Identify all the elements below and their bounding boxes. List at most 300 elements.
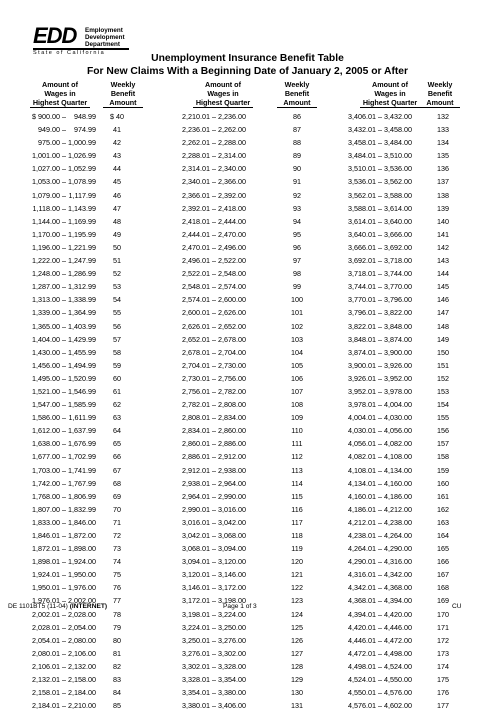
wage-range: 2,574.01 – 2,600.00 bbox=[182, 295, 246, 305]
table-row bbox=[0, 215, 495, 228]
header-line: Benefit bbox=[284, 89, 310, 98]
benefit-amount: 153 bbox=[437, 386, 449, 396]
wage-range: 4,056.01 – 4,082.00 bbox=[348, 439, 412, 449]
benefit-amount: 58 bbox=[113, 347, 121, 357]
table-row bbox=[0, 359, 495, 372]
benefit-amount: 45 bbox=[113, 177, 121, 187]
wage-range-to: 1,026.99 bbox=[68, 151, 96, 161]
wage-range: 2,912.01 – 2,938.00 bbox=[182, 465, 246, 475]
benefit-amount: 61 bbox=[113, 386, 121, 396]
wage-range: 3,198.01 – 3,224.00 bbox=[182, 609, 246, 619]
wage-range: 4,550.01 – 4,576.00 bbox=[348, 688, 412, 698]
wage-range-from: 1,495.00 – bbox=[32, 373, 66, 383]
header-line: Benefit bbox=[110, 89, 136, 98]
benefit-amount: 146 bbox=[437, 295, 449, 305]
wage-range-from: 1,027.00 – bbox=[32, 164, 66, 174]
benefit-amount: 62 bbox=[113, 400, 121, 410]
form-code: CU bbox=[452, 603, 462, 610]
header-line: Amount bbox=[420, 98, 460, 108]
wage-range: 3,588.01 – 3,614.00 bbox=[348, 203, 412, 213]
benefit-amount: 118 bbox=[291, 531, 303, 540]
benefit-amount: 171 bbox=[437, 622, 449, 632]
wage-range: 2,938.01 – 2,964.00 bbox=[182, 478, 246, 488]
benefit-amount: 91 bbox=[293, 177, 301, 187]
wage-range-to: 2,080.00 bbox=[68, 635, 96, 645]
wage-range-from: 2,184.01 – bbox=[32, 701, 66, 711]
benefit-amount: 75 bbox=[113, 570, 121, 580]
benefit-amount: 156 bbox=[437, 426, 449, 436]
benefit-amount: 151 bbox=[437, 360, 449, 370]
benefit-amount: 173 bbox=[437, 648, 449, 658]
benefit-amount: 132 bbox=[437, 112, 449, 121]
wage-range-from: 1,079.00 – bbox=[32, 190, 66, 200]
page-subtitle: For New Claims With a Beginning Date of January 2, 2005 or After bbox=[86, 66, 409, 77]
benefit-amount: 109 bbox=[291, 413, 303, 423]
benefit-amount: 59 bbox=[113, 360, 121, 370]
benefit-amount: 115 bbox=[291, 491, 303, 501]
wage-range-from: $ 900.00 – bbox=[32, 112, 66, 121]
benefit-amount: 81 bbox=[113, 648, 121, 658]
benefit-amount: 172 bbox=[437, 635, 449, 645]
benefit-amount: 54 bbox=[113, 295, 121, 305]
table-row bbox=[0, 477, 495, 490]
table-row bbox=[0, 333, 495, 346]
benefit-amount: 127 bbox=[291, 648, 303, 658]
wage-range: 3,614.01 – 3,640.00 bbox=[348, 216, 412, 226]
header-line: Amount bbox=[277, 98, 317, 108]
form-id bbox=[8, 603, 107, 611]
header-line: Amount of bbox=[205, 80, 241, 89]
wage-range: 3,094.01 – 3,120.00 bbox=[182, 557, 246, 567]
benefit-amount: 101 bbox=[291, 308, 303, 318]
wage-range-to: 1,143.99 bbox=[68, 203, 96, 213]
wages-header-2 bbox=[193, 80, 253, 108]
benefit-amount: 70 bbox=[113, 504, 121, 514]
benefit-amount: 66 bbox=[113, 452, 121, 462]
benefit-amount: 165 bbox=[437, 544, 449, 554]
benefit-amount: 128 bbox=[291, 661, 303, 671]
benefit-amount: 74 bbox=[113, 557, 121, 567]
wage-range: 2,626.01 – 2,652.00 bbox=[182, 321, 246, 331]
benefit-amount: 95 bbox=[293, 229, 301, 239]
benefit-amount: 42 bbox=[113, 138, 121, 148]
wage-range: 3,406.01 – 3,432.00 bbox=[348, 112, 412, 121]
header-line: Highest Quarter bbox=[30, 98, 90, 108]
wage-range-from: 1,170.00 – bbox=[32, 229, 66, 239]
wage-range-from: 1,547.00 – bbox=[32, 400, 66, 410]
wage-range-to: 2,184.00 bbox=[68, 688, 96, 698]
wage-range-to: 1,312.99 bbox=[68, 282, 96, 292]
wage-range-from: 2,002.01 – bbox=[32, 609, 66, 619]
wage-range-to: 1,455.99 bbox=[68, 347, 96, 357]
benefit-amount: 57 bbox=[113, 334, 121, 344]
benefit-amount: 158 bbox=[437, 452, 449, 462]
wage-range: 3,484.01 – 3,510.00 bbox=[348, 151, 412, 161]
wage-range-from: 1,118.00 – bbox=[32, 203, 66, 213]
wage-range: 2,288.01 – 2,314.00 bbox=[182, 151, 246, 161]
wage-range-from: 1,053.00 – bbox=[32, 177, 66, 187]
benefit-amount: 52 bbox=[113, 269, 121, 279]
benefit-amount: 174 bbox=[437, 661, 449, 671]
benefit-amount: 97 bbox=[293, 256, 301, 266]
wage-range-to: 1,117.99 bbox=[68, 190, 96, 200]
benefit-amount: 100 bbox=[291, 295, 303, 305]
wage-range: 3,016.01 – 3,042.00 bbox=[182, 517, 246, 527]
wage-range: 3,224.01 – 3,250.00 bbox=[182, 622, 246, 632]
wage-range-to: 1,000.99 bbox=[68, 138, 96, 148]
benefit-amount: 68 bbox=[113, 478, 121, 488]
wage-range: 2,730.01 – 2,756.00 bbox=[182, 373, 246, 383]
wage-range: 3,458.01 – 3,484.00 bbox=[348, 138, 412, 148]
wage-range: 4,524.01 – 4,550.00 bbox=[348, 675, 412, 685]
header-line: Wages in bbox=[207, 89, 239, 98]
benefit-header-2 bbox=[277, 80, 317, 108]
benefit-amount: 76 bbox=[113, 583, 121, 593]
benefit-amount: 138 bbox=[437, 190, 449, 200]
benefit-amount: 112 bbox=[291, 452, 303, 462]
benefit-amount: 117 bbox=[291, 517, 303, 527]
benefit-amount: 65 bbox=[113, 439, 121, 449]
benefit-amount: 103 bbox=[291, 334, 303, 344]
table-row bbox=[0, 411, 495, 424]
benefit-amount: 67 bbox=[113, 465, 121, 475]
header-line: Highest Quarter bbox=[193, 98, 253, 108]
benefit-header-3 bbox=[420, 80, 460, 108]
benefit-amount: 78 bbox=[113, 609, 121, 619]
wage-range: 4,108.01 – 4,134.00 bbox=[348, 465, 412, 475]
wage-range: 3,510.01 – 3,536.00 bbox=[348, 164, 412, 174]
header-line: Wages in bbox=[374, 89, 406, 98]
wage-range-from: 1,313.00 – bbox=[32, 295, 66, 305]
wage-range-to: 2,028.00 bbox=[68, 609, 96, 619]
benefit-amount: 136 bbox=[437, 164, 449, 174]
wage-range: 3,666.01 – 3,692.00 bbox=[348, 242, 412, 252]
table-row bbox=[0, 516, 495, 529]
wage-range-from: 1,807.00 – bbox=[32, 504, 66, 514]
benefit-amount: 177 bbox=[437, 701, 449, 711]
benefit-amount: 143 bbox=[437, 256, 449, 266]
wage-range: 3,562.01 – 3,588.00 bbox=[348, 190, 412, 200]
benefit-amount: 88 bbox=[293, 138, 301, 148]
benefit-amount: 85 bbox=[113, 701, 121, 711]
benefit-amount: 170 bbox=[437, 609, 449, 619]
table-row bbox=[0, 437, 495, 450]
benefit-amount: 163 bbox=[437, 517, 449, 527]
benefit-amount: 126 bbox=[291, 635, 303, 645]
table-row bbox=[0, 464, 495, 477]
header-line: Benefit bbox=[427, 89, 453, 98]
wage-range: 4,446.01 – 4,472.00 bbox=[348, 635, 412, 645]
benefit-amount: 155 bbox=[437, 413, 449, 423]
page-number: Page 1 of 3 bbox=[223, 603, 257, 610]
benefit-amount: 108 bbox=[291, 400, 303, 410]
benefit-amount: 147 bbox=[437, 308, 449, 318]
wage-range: 4,394.01 – 4,420.00 bbox=[348, 609, 412, 619]
wage-range-to: 1,872.00 bbox=[68, 531, 96, 540]
benefit-amount: 140 bbox=[437, 216, 449, 226]
benefit-amount: 89 bbox=[293, 151, 301, 161]
form-number: DE 1101BT5 (11-04) bbox=[8, 603, 68, 610]
wage-range-from: 1,404.00 – bbox=[32, 334, 66, 344]
wage-range-from: 1,846.01 – bbox=[32, 531, 66, 540]
wage-range: 2,808.01 – 2,834.00 bbox=[182, 413, 246, 423]
table-row bbox=[0, 293, 495, 306]
wage-range-to: 974.99 bbox=[74, 125, 96, 135]
wage-range: 2,886.01 – 2,912.00 bbox=[182, 452, 246, 462]
wage-range: 3,536.01 – 3,562.00 bbox=[348, 177, 412, 187]
wage-range: 3,926.01 – 3,952.00 bbox=[348, 373, 412, 383]
wage-range-to: 2,002.00 bbox=[68, 596, 96, 606]
table-row bbox=[0, 634, 495, 647]
benefit-amount: 55 bbox=[113, 308, 121, 318]
wage-range: 2,236.01 – 2,262.00 bbox=[182, 125, 246, 135]
benefit-amount: 43 bbox=[113, 151, 121, 161]
benefit-amount: 139 bbox=[437, 203, 449, 213]
table-row bbox=[0, 398, 495, 411]
wage-range-to: 2,210.00 bbox=[68, 701, 96, 711]
benefit-amount: 130 bbox=[291, 688, 303, 698]
benefit-amount: 122 bbox=[291, 583, 303, 593]
benefit-amount: 64 bbox=[113, 426, 121, 436]
wage-range: 3,328.01 – 3,354.00 bbox=[182, 675, 246, 685]
benefit-amount: 69 bbox=[113, 491, 121, 501]
wages-header-3 bbox=[360, 80, 420, 108]
wage-range: 4,368.01 – 4,394.00 bbox=[348, 596, 412, 606]
benefit-amount: 120 bbox=[291, 557, 303, 567]
table-row bbox=[0, 254, 495, 267]
wage-range: 4,420.01 – 4,446.00 bbox=[348, 622, 412, 632]
wage-range-from: 1,456.00 – bbox=[32, 360, 66, 370]
benefit-amount: 73 bbox=[113, 544, 121, 554]
table-row bbox=[0, 149, 495, 162]
benefit-amount: 86 bbox=[293, 112, 301, 121]
benefit-amount: $ 40 bbox=[110, 112, 124, 121]
benefit-amount: 84 bbox=[113, 688, 121, 698]
benefit-amount: 142 bbox=[437, 242, 449, 252]
wage-range-from: 1,521.00 – bbox=[32, 386, 66, 396]
wage-range-from: 1,222.00 – bbox=[32, 256, 66, 266]
header-line: Highest Quarter bbox=[360, 98, 420, 108]
wage-range: 4,134.01 – 4,160.00 bbox=[348, 478, 412, 488]
benefit-amount: 44 bbox=[113, 164, 121, 174]
header-line: Amount of bbox=[42, 80, 78, 89]
logo-line: Employment bbox=[85, 27, 123, 34]
header-line: Amount bbox=[103, 98, 143, 108]
wage-range-from: 2,054.01 – bbox=[32, 635, 66, 645]
wage-range: 3,900.01 – 3,926.00 bbox=[348, 360, 412, 370]
wage-range-to: 1,767.99 bbox=[68, 478, 96, 488]
wage-range: 2,366.01 – 2,392.00 bbox=[182, 190, 246, 200]
wage-range-from: 1,612.00 – bbox=[32, 426, 66, 436]
wage-range-from: 2,080.01 – bbox=[32, 648, 66, 658]
wage-range-to: 2,158.00 bbox=[68, 675, 96, 685]
table-row bbox=[0, 306, 495, 319]
benefit-amount: 137 bbox=[437, 177, 449, 187]
wage-range-to: 1,221.99 bbox=[68, 242, 96, 252]
benefit-amount: 131 bbox=[291, 701, 303, 711]
wage-range: 4,238.01 – 4,264.00 bbox=[348, 531, 412, 540]
wage-range-to: 1,846.00 bbox=[68, 517, 96, 527]
benefit-amount: 121 bbox=[291, 570, 303, 580]
wage-range-to: 1,637.99 bbox=[68, 426, 96, 436]
wage-range-from: 1,677.00 – bbox=[32, 452, 66, 462]
benefit-amount: 176 bbox=[437, 688, 449, 698]
benefit-amount: 49 bbox=[113, 229, 121, 239]
table-row bbox=[0, 189, 495, 202]
benefit-amount: 46 bbox=[113, 190, 121, 200]
wage-range-to: 2,132.00 bbox=[68, 661, 96, 671]
wage-range-to: 1,611.99 bbox=[68, 413, 96, 423]
wage-range: 3,068.01 – 3,094.00 bbox=[182, 544, 246, 554]
benefit-amount: 96 bbox=[293, 242, 301, 252]
wage-range: 2,600.01 – 2,626.00 bbox=[182, 308, 246, 318]
wage-range-from: 1,430.00 – bbox=[32, 347, 66, 357]
header-line: Weekly bbox=[284, 80, 310, 89]
wage-range-from: 1,001.00 – bbox=[32, 151, 66, 161]
benefit-amount: 150 bbox=[437, 347, 449, 357]
wage-range: 2,756.01 – 2,782.00 bbox=[182, 386, 246, 396]
wage-range-to: 1,195.99 bbox=[68, 229, 96, 239]
table-row bbox=[0, 555, 495, 568]
wage-range-to: 1,520.99 bbox=[68, 373, 96, 383]
wage-range-from: 1,924.01 – bbox=[32, 570, 66, 580]
wage-range-from: 1,196.00 – bbox=[32, 242, 66, 252]
benefit-amount: 113 bbox=[291, 465, 303, 475]
wage-range: 4,186.01 – 4,212.00 bbox=[348, 504, 412, 514]
wage-range: 4,472.01 – 4,498.00 bbox=[348, 648, 412, 658]
wage-range-from: 1,365.00 – bbox=[32, 321, 66, 331]
wage-range-from: 975.00 – bbox=[38, 138, 66, 148]
wage-range: 3,770.01 – 3,796.00 bbox=[348, 295, 412, 305]
wage-range-to: 1,976.00 bbox=[68, 583, 96, 593]
benefit-amount: 135 bbox=[437, 151, 449, 161]
wage-range-to: 1,546.99 bbox=[68, 386, 96, 396]
benefit-amount: 102 bbox=[291, 321, 303, 331]
table-row bbox=[0, 385, 495, 398]
wage-range-to: 1,403.99 bbox=[68, 321, 96, 331]
table-row bbox=[0, 280, 495, 293]
benefit-amount: 104 bbox=[291, 347, 303, 357]
benefit-amount: 154 bbox=[437, 400, 449, 410]
table-row bbox=[0, 241, 495, 254]
wage-range: 2,782.01 – 2,808.00 bbox=[182, 400, 246, 410]
wage-range: 4,030.01 – 4,056.00 bbox=[348, 426, 412, 436]
wage-range-to: 1,052.99 bbox=[68, 164, 96, 174]
logo-line: Development bbox=[85, 34, 125, 42]
wage-range-to: 1,806.99 bbox=[68, 491, 96, 501]
benefit-amount: 119 bbox=[291, 544, 303, 554]
benefit-amount: 98 bbox=[293, 269, 301, 279]
table-row bbox=[0, 621, 495, 634]
table-row bbox=[0, 320, 495, 333]
benefit-amount: 72 bbox=[113, 531, 121, 540]
form-note: (INTERNET) bbox=[69, 603, 108, 610]
benefit-amount: 116 bbox=[291, 504, 303, 514]
wage-range: 2,470.01 – 2,496.00 bbox=[182, 242, 246, 252]
wage-range: 3,796.01 – 3,822.00 bbox=[348, 308, 412, 318]
wage-range-from: 1,339.00 – bbox=[32, 308, 66, 318]
logo-line: Department bbox=[85, 41, 120, 49]
wage-range-from: 1,586.00 – bbox=[32, 413, 66, 423]
wage-range: 3,718.01 – 3,744.00 bbox=[348, 269, 412, 279]
wage-range-from: 1,872.01 – bbox=[32, 544, 66, 554]
benefit-amount: 51 bbox=[113, 256, 121, 266]
table-row bbox=[0, 647, 495, 660]
wage-range: 2,522.01 – 2,548.00 bbox=[182, 269, 246, 279]
benefit-amount: 87 bbox=[293, 125, 301, 135]
benefit-amount: 167 bbox=[437, 570, 449, 580]
wage-range: 3,172.01 – 3,198.00 bbox=[182, 596, 246, 606]
benefit-amount: 53 bbox=[113, 282, 121, 292]
table-row bbox=[0, 424, 495, 437]
wage-range-from: 949.00 – bbox=[38, 125, 66, 135]
table-row bbox=[0, 346, 495, 359]
table-row bbox=[0, 660, 495, 673]
benefit-amount: 159 bbox=[437, 465, 449, 475]
wage-range-to: 1,247.99 bbox=[68, 256, 96, 266]
benefit-amount: 80 bbox=[113, 635, 121, 645]
benefit-amount: 129 bbox=[291, 675, 303, 685]
wage-range: 4,264.01 – 4,290.00 bbox=[348, 544, 412, 554]
wage-range-to: 1,429.99 bbox=[68, 334, 96, 344]
wage-range-to: 1,494.99 bbox=[68, 360, 96, 370]
benefit-header-1 bbox=[103, 80, 143, 108]
wage-range: 4,316.01 – 4,342.00 bbox=[348, 570, 412, 580]
benefit-amount: 50 bbox=[113, 242, 121, 252]
wage-range-to: 948.99 bbox=[74, 112, 96, 121]
header-line: Amount of bbox=[372, 80, 408, 89]
wage-range-to: 1,950.00 bbox=[68, 570, 96, 580]
wage-range-to: 1,078.99 bbox=[68, 177, 96, 187]
wage-range: 2,210.01 – 2,236.00 bbox=[182, 112, 246, 121]
wage-range: 3,692.01 – 3,718.00 bbox=[348, 256, 412, 266]
wage-range-from: 2,158.01 – bbox=[32, 688, 66, 698]
wage-range: 3,952.01 – 3,978.00 bbox=[348, 386, 412, 396]
wage-range: 2,314.01 – 2,340.00 bbox=[182, 164, 246, 174]
benefit-amount: 105 bbox=[291, 360, 303, 370]
benefit-amount: 166 bbox=[437, 557, 449, 567]
benefit-amount: 175 bbox=[437, 675, 449, 685]
benefit-amount: 111 bbox=[291, 439, 303, 449]
header-line: Weekly bbox=[110, 80, 136, 89]
benefit-amount: 110 bbox=[291, 426, 303, 436]
benefit-amount: 77 bbox=[113, 596, 121, 606]
benefit-amount: 114 bbox=[291, 478, 303, 488]
wage-range-from: 2,132.01 – bbox=[32, 675, 66, 685]
wage-range: 2,834.01 – 2,860.00 bbox=[182, 426, 246, 436]
benefit-amount: 56 bbox=[113, 321, 121, 331]
table-row bbox=[0, 568, 495, 581]
benefit-amount: 133 bbox=[437, 125, 449, 135]
benefit-amount: 164 bbox=[437, 531, 449, 540]
wage-range: 3,276.01 – 3,302.00 bbox=[182, 648, 246, 658]
wage-range-from: 2,028.01 – bbox=[32, 622, 66, 632]
wage-range: 4,342.01 – 4,368.00 bbox=[348, 583, 412, 593]
benefit-amount: 94 bbox=[293, 216, 301, 226]
wage-range: 3,848.01 – 3,874.00 bbox=[348, 334, 412, 344]
benefit-amount: 93 bbox=[293, 203, 301, 213]
wage-range: 3,354.01 – 3,380.00 bbox=[182, 688, 246, 698]
benefit-amount: 123 bbox=[291, 596, 303, 606]
wage-range: 2,548.01 – 2,574.00 bbox=[182, 282, 246, 292]
table-row bbox=[0, 450, 495, 463]
table-row bbox=[0, 123, 495, 136]
benefit-amount: 141 bbox=[437, 229, 449, 239]
wage-range: 3,042.01 – 3,068.00 bbox=[182, 531, 246, 540]
benefit-amount: 92 bbox=[293, 190, 301, 200]
wage-range-from: 1,742.00 – bbox=[32, 478, 66, 488]
wage-range: 4,576.01 – 4,602.00 bbox=[348, 701, 412, 711]
